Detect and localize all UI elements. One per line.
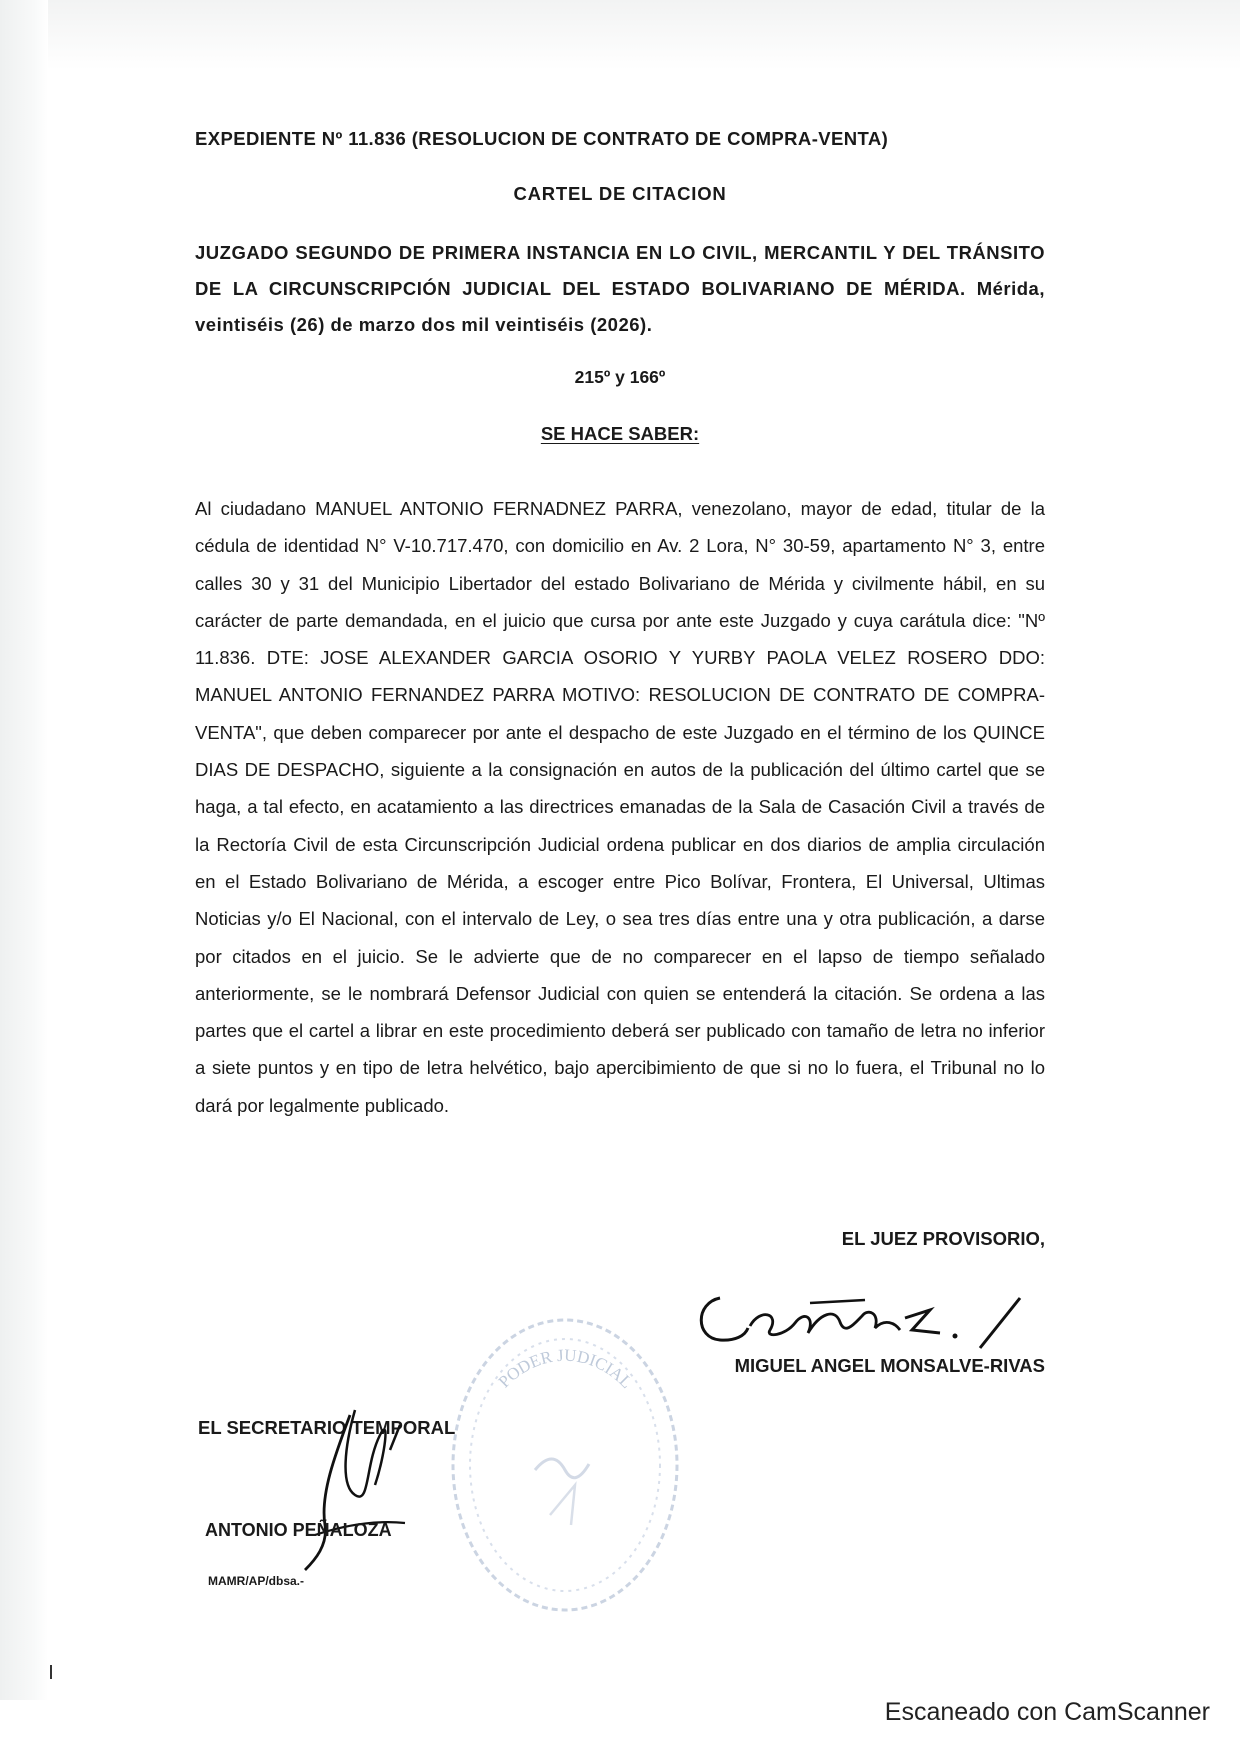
secretary-name: ANTONIO PEÑALOZA — [205, 1520, 392, 1540]
secretary-title: EL SECRETARIO TEMPORAL — [198, 1417, 456, 1438]
judge-title: EL JUEZ PROVISORIO, — [841, 1228, 1045, 1249]
body-paragraph: Al ciudadano MANUEL ANTONIO FERNADNEZ PARRA, venezolano, mayor de edad, titular de la cédula de identidad N° V-10.717.470, con domicilio en Av. 2 Lora, N° 30-59, apartamento N° 3, entre calles 30 y 31 del Municipio Libertador del estado Bolivariano de Mérida y civilmente hábil, en su carácter de parte demandada, en el juicio que cursa por ante este Juzgado y cuya carátula dice: "Nº 11.836. DTE: JOSE ALEXANDER GARCIA OSORIO Y YURBY PAOLA VELEZ ROSERO DDO: MANUEL ANTONIO FERNANDEZ PARRA MOTIVO: RESOLUCION DE CONTRATO DE COMPRA-VENTA", que deben comparecer por ante el despacho de este Juzgado en el término de los QUINCE DIAS DE DESPACHO, siguiente a la consignación en autos de la publicación del último cartel que se haga, a tal efecto, en acatamiento a las directrices emanadas de la Sala de Casación Civil a través de la Rectoría Civil de esta Circunscripción Judicial ordena publicar en dos diarios de amplia circulación en el Estado Bolivariano de Mérida, a escoger entre Pico Bolívar, Frontera, El Universal, Ultimas Noticias y/o El Nacional, con el intervalo de Ley, o sea tres días entre una y otra publicación, a darse por citados en el juicio. Se le advierte que de no comparecer en el lapso de tiempo señalado anteriormente, se le nombrará Defensor Judicial con quien se entenderá la citación. Se ordena a las partes que el cartel a librar en este procedimiento deberá ser publicado con tamaño de letra no inferior a siete puntos y en tipo de letra helvético, bajo apercibimiento de que si no lo fuera, el Tribunal no lo dará por legalmente publicado. — [195, 498, 1045, 1116]
expediente-heading: EXPEDIENTE Nº 11.836 (RESOLUCION DE CONTRATO DE COMPRA-VENTA) — [195, 128, 889, 149]
svg-text:PODER JUDICIAL — [495, 1346, 637, 1392]
notice-heading-text: SE HACE SABER: — [540, 423, 700, 444]
typist-initials: MAMR/AP/dbsa.- — [208, 1574, 304, 1588]
camscanner-watermark: Escaneado con CamScanner — [884, 1698, 1210, 1726]
secretary-signature-icon — [295, 1395, 435, 1575]
judge-name: MIGUEL ANGEL MONSALVE-RIVAS — [734, 1355, 1045, 1376]
court-paragraph: JUZGADO SEGUNDO DE PRIMERA INSTANCIA EN LO CIVIL, MERCANTIL Y DEL TRÁNSITO DE LA CIRCUNSCRIPCIÓN JUDICIAL DEL ESTADO BOLIVARIANO DE MÉRIDA. Mérida, veintiséis (26) de marzo dos mil veintiséis (2026). — [195, 242, 1045, 335]
scan-tick-mark — [50, 1665, 52, 1679]
era-line: 215º y 166º — [574, 367, 666, 387]
scan-shadow-left — [0, 0, 48, 1700]
citation-body — [195, 490, 1045, 1124]
scan-shadow-top — [0, 0, 1240, 70]
document-title: CARTEL DE CITACION — [513, 183, 727, 204]
seal-text: PODER JUDICIAL — [494, 1345, 637, 1393]
notice-heading — [400, 423, 840, 445]
court-seal-stamp — [440, 1300, 690, 1620]
judge-signature-icon — [690, 1278, 1070, 1358]
